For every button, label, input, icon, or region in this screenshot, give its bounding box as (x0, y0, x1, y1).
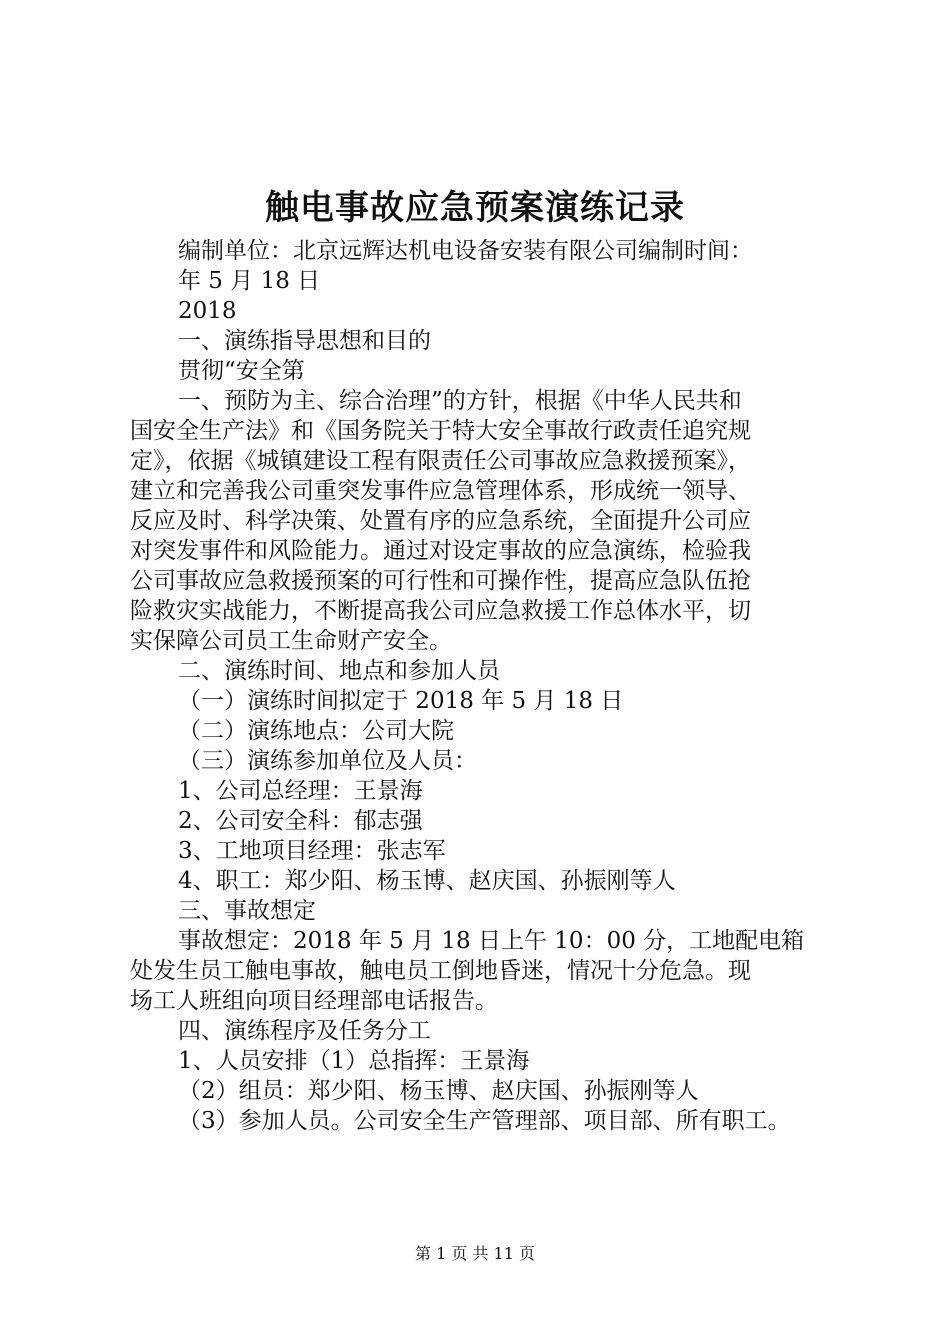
body-line: 处发生员工触电事故，触电员工倒地昏迷，情况十分危急。现 (130, 958, 751, 984)
body-line: 4、职工：郑少阳、杨玉博、赵庆国、孙振刚等人 (178, 868, 676, 894)
body-line: 1、人员安排（1）总指挥：王景海 (178, 1048, 530, 1074)
body-line: （三）演练参加单位及人员： (178, 748, 477, 774)
body-line: （3）参加人员。公司安全生产管理部、项目部、所有职工。 (178, 1108, 791, 1134)
body-line: 四、演练程序及任务分工 (178, 1018, 431, 1044)
body-line: 定》，依据《城镇建设工程有限责任公司事故应急救援预案》， (130, 448, 751, 474)
body-line: （2）组员：郑少阳、杨玉博、赵庆国、孙振刚等人 (178, 1078, 699, 1104)
body-line: 建立和完善我公司重突发事件应急管理体系，形成统一领导、 (130, 478, 751, 504)
document-title: 触电事故应急预案演练记录 (265, 188, 685, 228)
body-line: 事故想定：2018 年 5 月 18 日上午 10：00 分，工地配电箱 (178, 928, 805, 954)
body-line: 二、演练时间、地点和参加人员 (178, 658, 500, 684)
body-line: 三、事故想定 (178, 898, 316, 924)
body-line: 3、工地项目经理：张志军 (178, 838, 446, 864)
body-line: 险救灾实战能力，不断提高我公司应急救援工作总体水平，切 (130, 598, 751, 624)
document-body (130, 236, 840, 1136)
body-line: 1、公司总经理：王景海 (178, 778, 423, 804)
body-line: 实保障公司员工生命财产安全。 (130, 628, 452, 654)
body-line: 场工人班组向项目经理部电话报告。 (130, 988, 498, 1014)
body-line: 年 5 月 18 日 (178, 268, 321, 294)
body-line: 一、预防为主、综合治理”的方针，根据《中华人民共和 (178, 388, 742, 414)
body-line: 反应及时、科学决策、处置有序的应急系统，全面提升公司应 (130, 508, 751, 534)
body-line: （一）演练时间拟定于 2018 年 5 月 18 日 (178, 688, 624, 714)
body-line: 对突发事件和风险能力。通过对设定事故的应急演练，检验我 (130, 538, 751, 564)
page-footer: 第 1 页 共 11 页 (415, 1244, 535, 1263)
body-line: 2、公司安全科：郁志强 (178, 808, 423, 834)
body-line: （二）演练地点：公司大院 (178, 718, 454, 744)
body-line: 编制单位：北京远辉达机电设备安装有限公司编制时间： (178, 238, 753, 264)
body-line: 2018 (178, 298, 237, 324)
body-line: 一、演练指导思想和目的 (178, 328, 431, 354)
body-line: 国安全生产法》和《国务院关于特大安全事故行政责任追究规 (130, 418, 751, 444)
body-line: 贯彻“安全第 (178, 358, 305, 384)
body-line: 公司事故应急救援预案的可行性和可操作性，提高应急队伍抢 (130, 568, 751, 594)
